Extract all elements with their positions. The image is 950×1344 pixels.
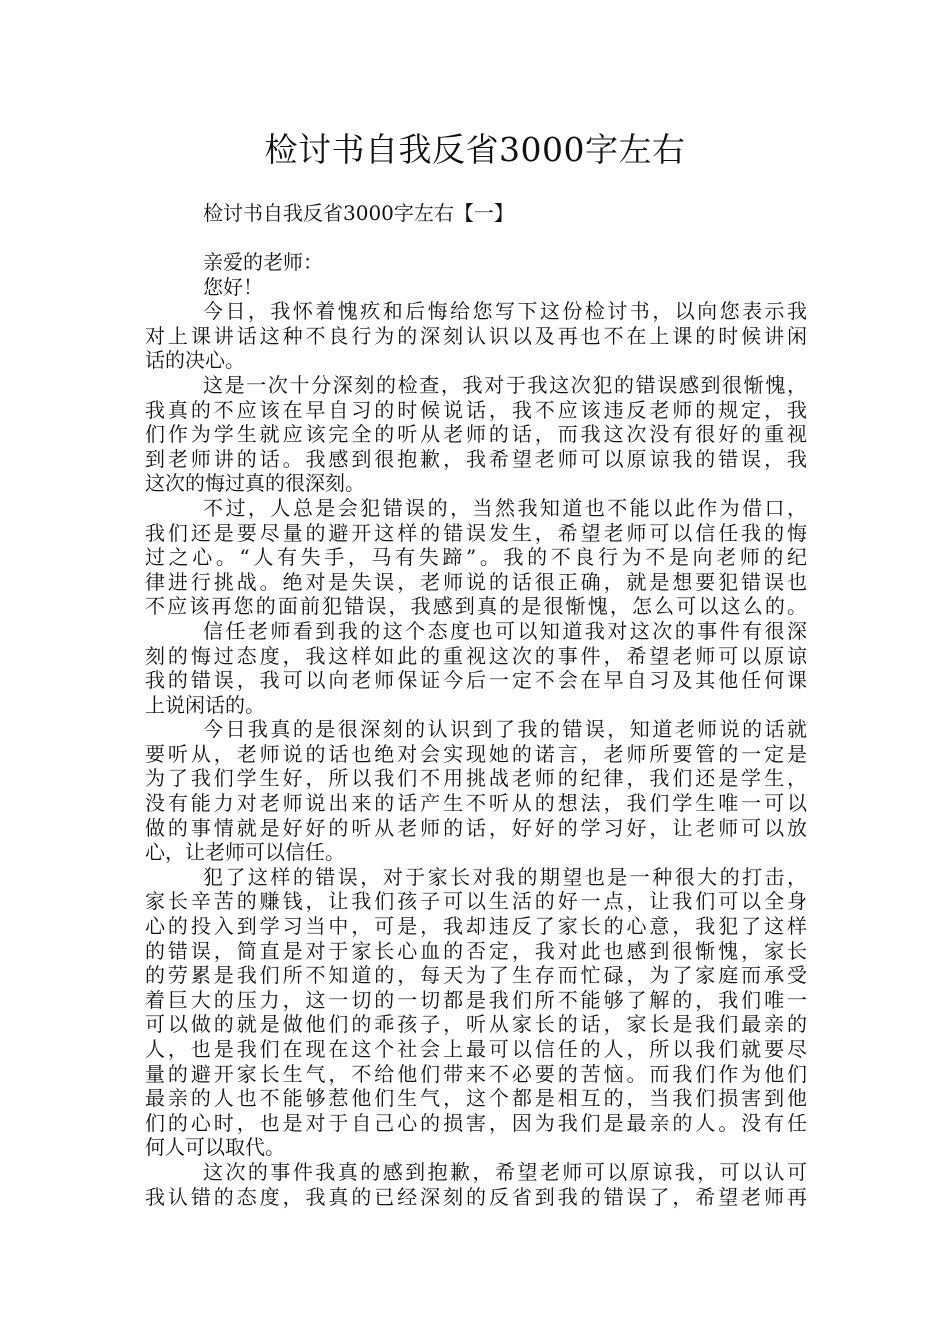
text-line: 到老师讲的话。我感到很抱歉，我希望老师可以原谅我的错误，我 xyxy=(145,446,807,471)
text-line: 心，让老师可以信任。 xyxy=(145,840,345,865)
text-line: 您好！ xyxy=(203,274,263,299)
text-line: 心的投入到学习当中，可是，我却违反了家长的心意，我犯了这样 xyxy=(145,914,807,939)
text-line: 话的决心。 xyxy=(145,348,245,373)
text-line: 最亲的人也不能够惹他们生气，这个都是相互的，当我们损害到他 xyxy=(145,1086,807,1111)
text-line: 信任老师看到我的这个态度也可以知道我对这次的事件有很深 xyxy=(203,618,807,643)
text-line: 今日，我怀着愧疚和后悔给您写下这份检讨书，以向您表示我 xyxy=(203,299,807,324)
text-line: 上说闲话的。 xyxy=(145,692,265,717)
text-line: 今日我真的是很深刻的认识到了我的错误，知道老师说的话就 xyxy=(203,717,807,742)
text-line: 亲爱的老师： xyxy=(203,250,323,274)
text-line: 刻的悔过态度，我这样如此的重视这次的事件，希望老师可以原谅 xyxy=(145,643,807,668)
text-line: 这是一次十分深刻的检查，我对于我这次犯的错误感到很惭愧， xyxy=(203,372,807,397)
text-line: 这次的悔过真的很深刻。 xyxy=(145,471,365,496)
text-line: 没有能力对老师说出来的话产生不听从的想法，我们学生唯一可以 xyxy=(145,791,807,816)
text-line: 犯了这样的错误，对于家长对我的期望也是一种很大的打击， xyxy=(203,864,807,889)
text-line: 对上课讲话这种不良行为的深刻认识以及再也不在上课的时候讲闲 xyxy=(145,323,807,348)
text-line: 何人可以取代。 xyxy=(145,1135,285,1160)
document-title: 检讨书自我反省3000字左右 xyxy=(264,130,686,169)
text-line: 们的心时，也是对于自己心的损害，因为我们是最亲的人。没有任 xyxy=(145,1110,807,1135)
text-line: 我真的不应该在早自习的时候说话，我不应该违反老师的规定，我 xyxy=(145,397,807,422)
text-line: 的劳累是我们所不知道的，每天为了生存而忙碌，为了家庭而承受 xyxy=(145,963,807,988)
text-line: 着巨大的压力，这一切的一切都是我们所不能够了解的，我们唯一 xyxy=(145,987,807,1012)
text-line: 律进行挑战。绝对是失误，老师说的话很正确，就是想要犯错误也 xyxy=(145,569,807,594)
text-line: 做的事情就是好好的听从老师的话，好好的学习好，让老师可以放 xyxy=(145,815,807,840)
text-line: 的错误，简直是对于家长心血的否定，我对此也感到很惭愧，家长 xyxy=(145,938,807,963)
text-line: 要听从，老师说的话也绝对会实现她的诺言，老师所要管的一定是 xyxy=(145,741,807,766)
document-body xyxy=(145,250,807,1209)
text-line: 不过，人总是会犯错误的，当然我知道也不能以此作为借口， xyxy=(203,495,807,520)
text-line: 不应该再您的面前犯错误，我感到真的是很惭愧，怎么可以这么的。 xyxy=(145,594,807,619)
text-line: 们作为学生就应该完全的听从老师的话，而我这次没有很好的重视 xyxy=(145,422,807,447)
text-line: 可以做的就是做他们的乖孩子，听从家长的话，家长是我们最亲的 xyxy=(145,1012,807,1037)
text-line: 我们还是要尽量的避开这样的错误发生，希望老师可以信任我的悔 xyxy=(145,520,807,545)
text-line: 家长辛苦的赚钱，让我们孩子可以生活的好一点，让我们可以全身 xyxy=(145,889,807,914)
section-heading: 检讨书自我反省3000字左右【一】 xyxy=(203,201,514,225)
text-line: 为了我们学生好，所以我们不用挑战老师的纪律，我们还是学生， xyxy=(145,766,807,791)
text-line: 量的避开家长生气，不给他们带来不必要的苦恼。而我们作为他们 xyxy=(145,1061,807,1086)
text-line: 我的错误，我可以向老师保证今后一定不会在早自习及其他任何课 xyxy=(145,668,807,693)
text-line: 过之心。“人有失手，马有失蹄”。我的不良行为不是向老师的纪 xyxy=(145,545,807,570)
text-line: 我认错的态度，我真的已经深刻的反省到我的错误了，希望老师再 xyxy=(145,1184,807,1209)
text-line: 人，也是我们在现在这个社会上最可以信任的人，所以我们就要尽 xyxy=(145,1037,807,1061)
text-line: 这次的事件我真的感到抱歉，希望老师可以原谅我，可以认可 xyxy=(203,1159,807,1184)
